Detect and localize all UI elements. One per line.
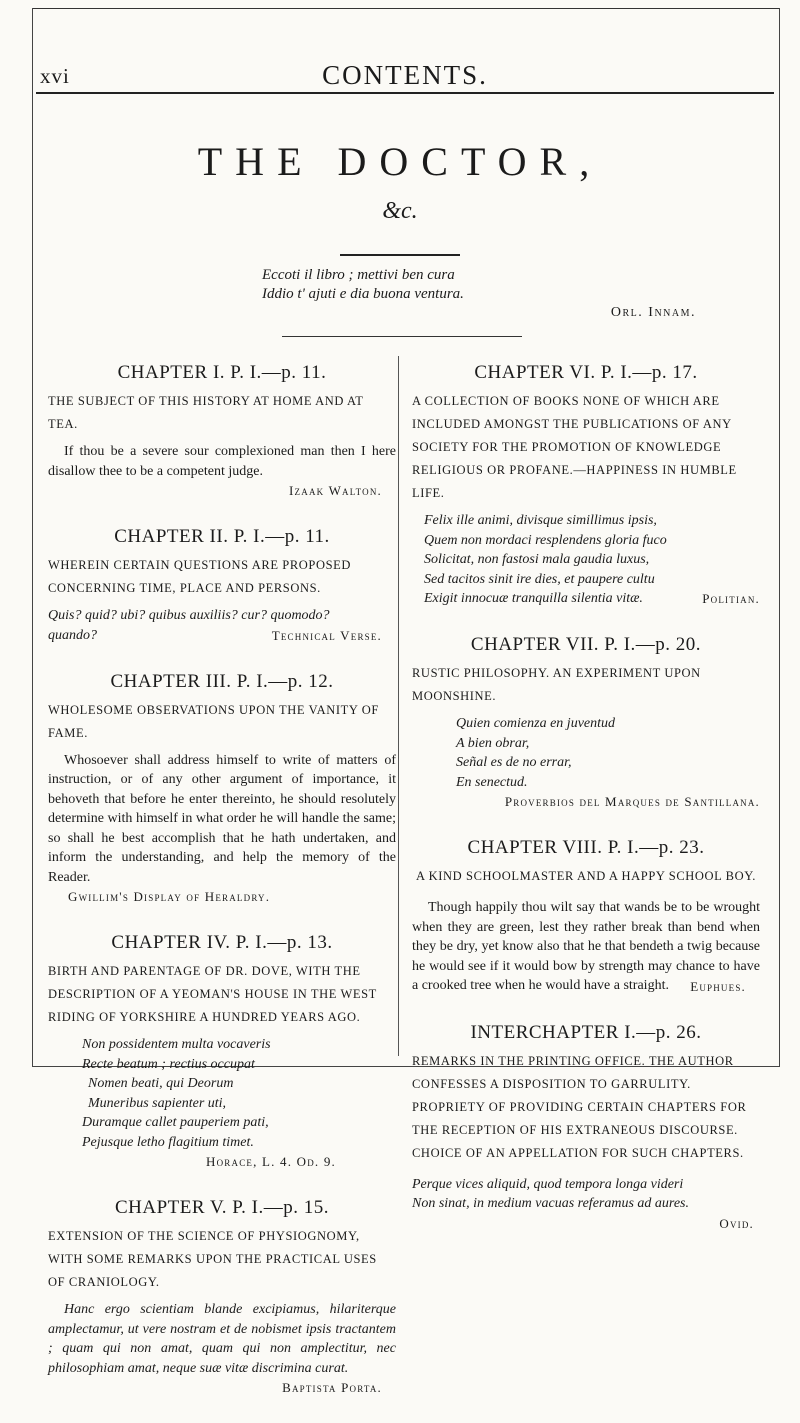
verse-line: A bien obrar,	[456, 735, 530, 751]
chapter-attribution: Gwillim's Display of Heraldry.	[68, 889, 271, 904]
chapter-attribution: Horace, L. 4. Od. 9.	[206, 1154, 336, 1169]
verse-line: Non sinat, in medium vacuas referamus ad aures.	[412, 1196, 689, 1211]
book-title: THE DOCTOR,	[197, 139, 603, 184]
verse-line: Señal es de no errar,	[456, 755, 572, 770]
epigraph	[262, 266, 702, 304]
chapter-heading: CHAPTER IV. P. I.—p. 13.	[111, 932, 333, 953]
chapter-entry	[412, 837, 760, 996]
chapter-attribution: Izaak Walton.	[289, 483, 382, 498]
chapter-description: BIRTH AND PARENTAGE OF DR. DOVE, WITH THE DESCRIPTION OF A YEOMAN'S HOUSE IN THE WEST RIDING OF YORKSHIRE A HUNDRED YEARS AGO.	[48, 964, 377, 1024]
verse-line: Solicitat, non fastosi mala gaudia luxus,	[424, 552, 650, 567]
verse-line: Duramque callet pauperiem pati,	[82, 1115, 269, 1130]
chapter-heading: CHAPTER VII. P. I.—p. 20.	[470, 634, 702, 655]
chapter-heading: INTERCHAPTER I.—p. 26.	[470, 1021, 702, 1043]
chapter-attribution: Technical Verse.	[271, 627, 382, 643]
verse-line: Exigit innocuæ tranquilla silentia vitæ.	[424, 591, 643, 606]
chapter-attribution: Proverbios del Marques de Santillana.	[504, 794, 760, 809]
verse-line: Sed tacitos sinit ire dies, et paupere cultu	[424, 571, 655, 587]
verse-line: Felix ille animi, divisque simillimus ipsis,	[424, 513, 657, 528]
chapter-verse	[48, 1035, 396, 1152]
chapter-attribution: Euphues.	[690, 978, 746, 994]
chapter-verse	[412, 511, 760, 589]
chapter-heading: CHAPTER II. P. I.—p. 11.	[114, 526, 330, 547]
section-divider	[282, 336, 522, 337]
chapter-heading: CHAPTER VI. P. I.—p. 17.	[474, 362, 698, 383]
chapter-heading: CHAPTER III. P. I.—p. 12.	[110, 670, 334, 692]
verse-line: Quien comienza en juventud	[456, 716, 616, 731]
verse-line: Perque vices aliquid, quod tempora longa videri	[412, 1176, 684, 1192]
book-subtitle: &c.	[382, 198, 418, 224]
chapter-epigraph: Hanc ergo scientiam blande excipiamus, hilariterque amplectamur, ut vere nostram et de nobismet ipsis tractantem ; quam qui non amat, quam qui non amplectitur, nec philosophiam amat, neque suæ vitæ discrimina curat.	[48, 1302, 396, 1376]
left-column	[48, 362, 396, 1423]
chapter-entry	[48, 671, 396, 907]
chapter-description: REMARKS IN THE PRINTING OFFICE. THE AUTHOR CONFESSES A DISPOSITION TO GARRULITY. PROPRIETY OF PROVIDING CERTAIN CHAPTERS FOR THE RECEPTION OF HIS EXTRANEOUS DISCOURSE. CHOICE OF AN APPELLATION FOR SUCH CHAPTERS.	[412, 1053, 747, 1160]
epigraph-attribution: Orl. Innam.	[610, 305, 696, 320]
epigraph-line: Eccoti il libro ; mettivi ben cura	[262, 267, 455, 283]
chapter-entry	[48, 362, 396, 500]
top-border	[32, 8, 780, 9]
chapter-entry	[48, 932, 396, 1171]
page-number: xvi	[40, 64, 70, 88]
chapter-description: WHEREIN CERTAIN QUESTIONS ARE PROPOSED CONCERNING TIME, PLACE AND PERSONS.	[48, 558, 351, 595]
chapter-verse	[412, 1175, 760, 1214]
title-rule	[340, 254, 460, 256]
header-rule	[36, 92, 774, 94]
chapter-epigraph: Whosoever shall address himself to write of matters of instruction, or of any other argument of importance, it behoveth that before he enter thereinto, he should resolutely determine with himself in what order he will handle the same; so shall he best accomplish that he hath undertaken, and inform the understanding, and help the memory of the Reader.	[48, 752, 396, 885]
epigraph-line: Iddio t' ajuti e dia buona ventura.	[262, 286, 464, 302]
verse-line: Quem non mordaci resplendens gloria fuco	[424, 532, 667, 548]
verse-line: Nomen beati, qui Deorum	[88, 1076, 234, 1091]
chapter-verse	[412, 714, 760, 792]
chapter-description: A COLLECTION OF BOOKS NONE OF WHICH ARE INCLUDED AMONGST THE PUBLICATIONS OF ANY SOCIETY FOR THE PROMOTION OF KNOWLEDGE RELIGIOUS OR PROFANE.—HAPPINESS IN HUMBLE LIFE.	[412, 394, 737, 500]
chapter-entry	[48, 1197, 396, 1397]
chapter-description: A KIND SCHOOLMASTER AND A HAPPY SCHOOL BOY.	[416, 869, 756, 883]
chapter-description: EXTENSION OF THE SCIENCE OF PHYSIOGNOMY, WITH SOME REMARKS UPON THE PRACTICAL USES OF CRANIOLOGY.	[48, 1229, 377, 1289]
chapter-attribution: Politian.	[702, 591, 760, 606]
chapter-attribution: Baptista Porta.	[282, 1380, 382, 1395]
chapter-entry	[412, 1022, 760, 1233]
verse-line: Recte beatum ; rectius occupat	[82, 1056, 255, 1072]
chapter-entry	[48, 526, 396, 645]
page-header	[36, 56, 774, 96]
verse-line: Pejusque letho flagitium timet.	[82, 1134, 254, 1150]
verse-line: quando?	[48, 627, 97, 643]
verse-line: Muneribus sapienter uti,	[88, 1095, 227, 1111]
chapter-heading: CHAPTER V. P. I.—p. 15.	[114, 1197, 330, 1218]
chapter-attribution: Ovid.	[719, 1215, 754, 1231]
chapter-description: WHOLESOME OBSERVATIONS UPON THE VANITY OF FAME.	[48, 702, 379, 740]
verse-line: Non possidentem multa vocaveris	[82, 1037, 271, 1052]
verse-line: Quis? quid? ubi? quibus auxiliis? cur? quomodo?	[48, 608, 330, 623]
chapter-description: THE SUBJECT OF THIS HISTORY AT HOME AND AT TEA.	[48, 394, 364, 431]
right-column	[412, 362, 760, 1259]
running-title: CONTENTS.	[322, 60, 488, 90]
chapter-epigraph: If thou be a severe sour complexioned man then I here disallow thee to be a competent judge.	[48, 444, 396, 479]
chapter-heading: CHAPTER VIII. P. I.—p. 23.	[467, 837, 705, 858]
chapter-entry	[412, 362, 760, 608]
chapter-epigraph: Though happily thou wilt say that wands be to be wrought when they are green, lest they rather break than bend when they be dry, yet know also that he that bendeth a twig because he would see if it would bow by strength may chance to have a crooked tree when he would have a straight.	[412, 900, 760, 993]
verse-line: En senectud.	[456, 774, 528, 790]
chapter-entry	[412, 634, 760, 811]
chapter-verse	[48, 606, 396, 626]
column-divider	[398, 356, 399, 1056]
chapter-description: RUSTIC PHILOSOPHY. AN EXPERIMENT UPON MOONSHINE.	[412, 666, 701, 703]
chapter-heading: CHAPTER I. P. I.—p. 11.	[117, 362, 327, 383]
